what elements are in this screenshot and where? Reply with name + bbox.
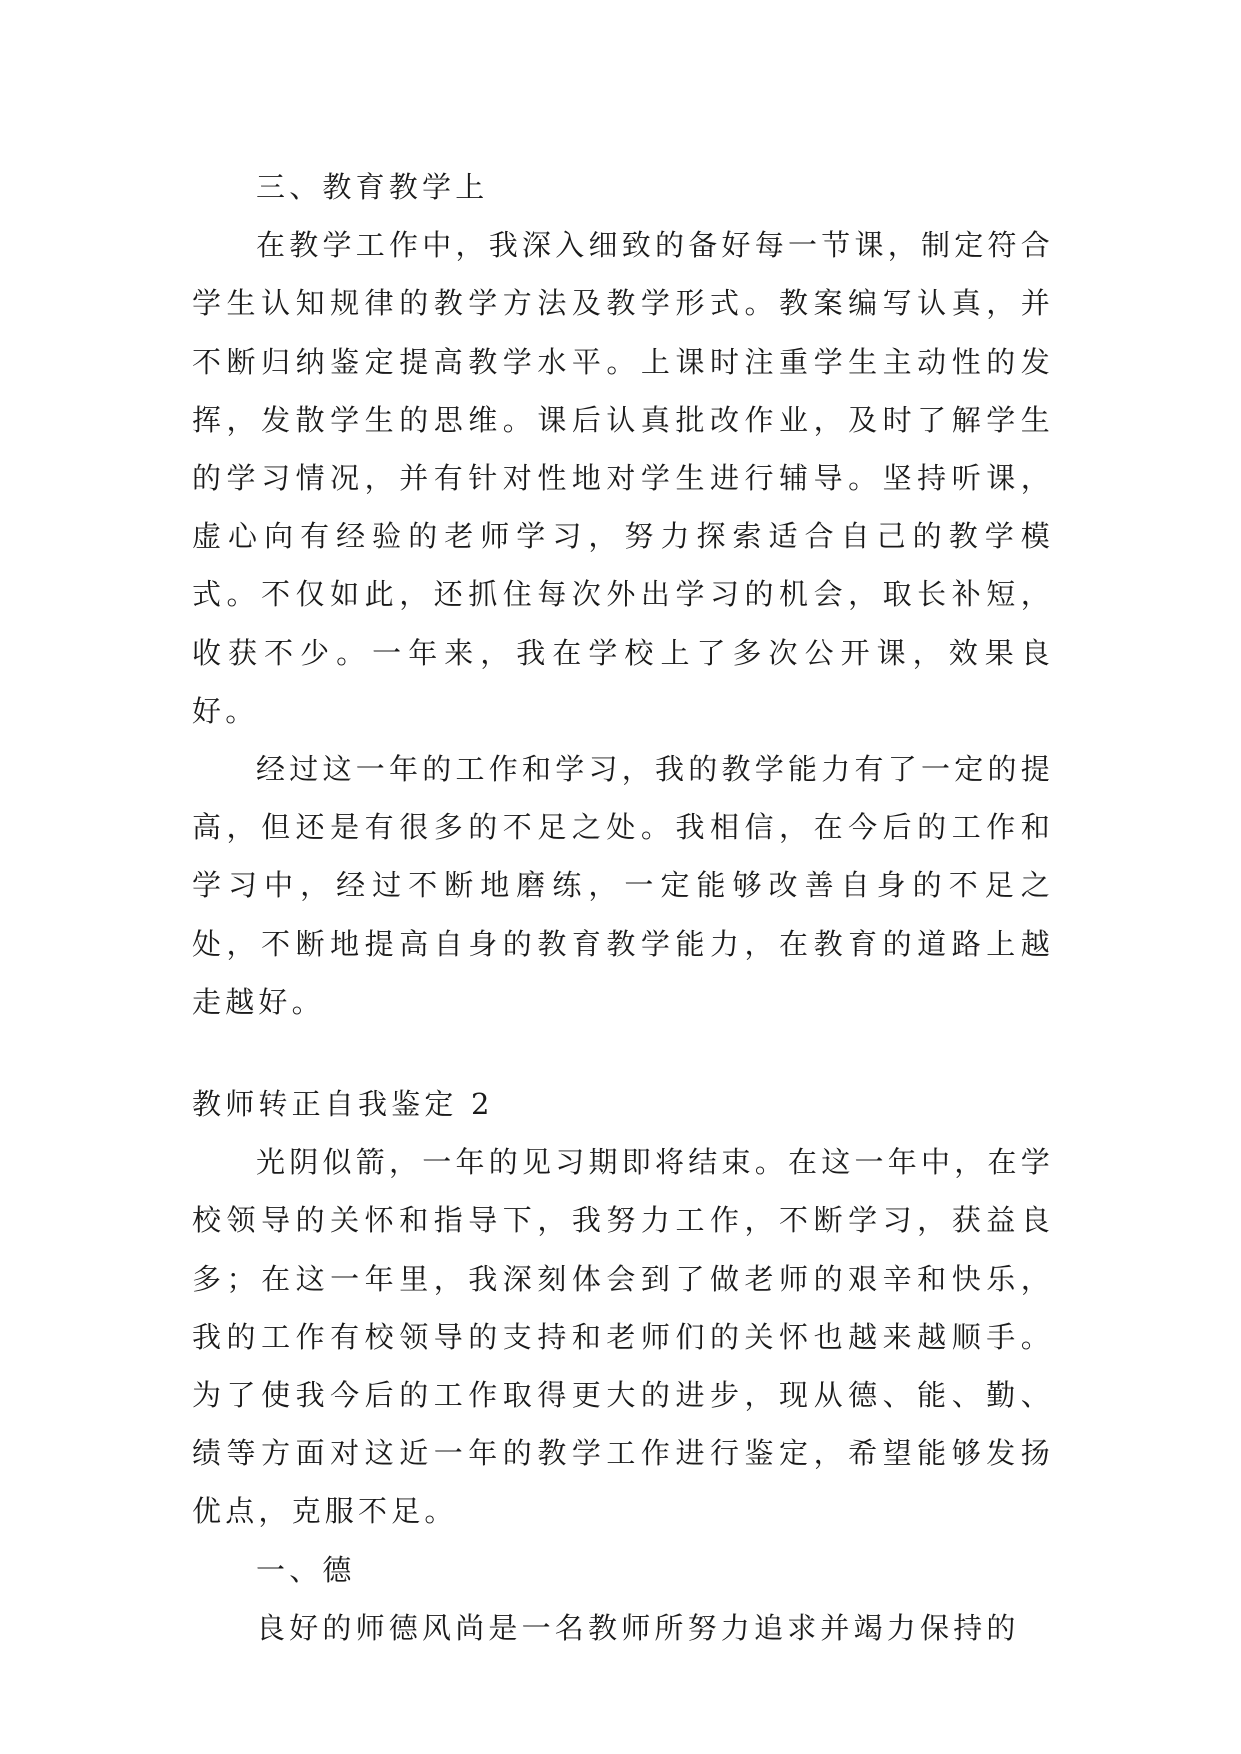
document-title: 教师转正自我鉴定 2: [192, 1087, 494, 1122]
paragraph-teaching: 在教学工作中，我深入细致的备好每一节课，制定符合学生认知规律的教学方法及教学形式。教案编写认真，并不断归纳鉴定提高教学水平。上课时注重学生主动性的发挥，发散学生的思维。课后认真批改作业，及时了解学生的学习情况，并有针对性地对学生进行辅导。坚持听课，虚心向有经验的老师学习，努力探索适合自己的教学模式。不仅如此，还抓住每次外出学习的机会，取长补短，收获不少。一年来，我在学校上了多次公开课，效果良好。: [192, 228, 1054, 728]
paragraph-intro: 光阴似箭，一年的见习期即将结束。在这一年中，在学校领导的关怀和指导下，我努力工作，不断学习，获益良多；在这一年里，我深刻体会到了做老师的艰辛和快乐，我的工作有校领导的支持和老师们的关怀也越来越顺手。为了使我今后的工作取得更大的进步，现从德、能、勤、绩等方面对这近一年的教学工作进行鉴定，希望能够发扬优点，克服不足。: [192, 1145, 1054, 1529]
document-body: [192, 158, 1054, 1657]
paragraph-morality: 良好的师德风尚是一名教师所努力追求并竭力保持的: [256, 1610, 1020, 1645]
section-heading-teaching: 三、教育教学上: [256, 170, 489, 204]
section-heading-morality: 一、德: [256, 1552, 356, 1587]
paragraph-conclusion: 经过这一年的工作和学习，我的教学能力有了一定的提高，但还是有很多的不足之处。我相信，在今后的工作和学习中，经过不断地磨练，一定能够改善自身的不足之处，不断地提高自身的教育教学能力，在教育的道路上越走越好。: [192, 752, 1054, 1019]
